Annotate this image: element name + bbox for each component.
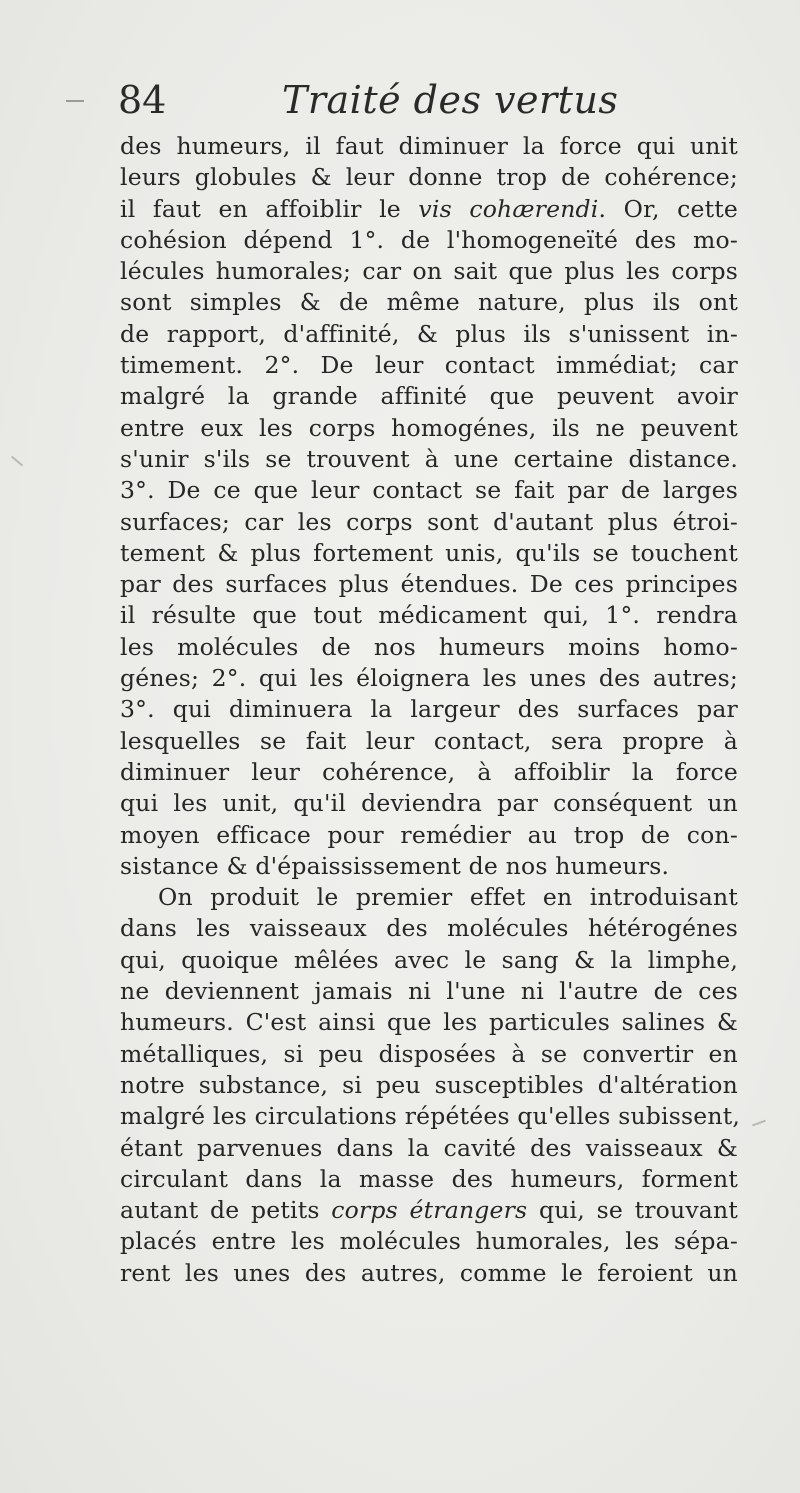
text-line: cohésion dépend 1°. de l'homogeneïté des mo- — [120, 225, 738, 254]
text-line: rent les unes des autres, comme le feroient un — [120, 1258, 738, 1287]
text-line: lesquelles se fait leur contact, sera propre à — [120, 726, 738, 755]
text-line: malgré la grande affinité que peuvent avoir — [120, 382, 738, 411]
text-line: malgré les circulations répétées qu'elles subissent, — [120, 1102, 741, 1131]
text-line: entre eux les corps homogénes, ils ne peuvent — [120, 413, 738, 442]
text-line: ne deviennent jamais ni l'une ni l'autre de ces — [120, 977, 738, 1006]
body-text — [120, 131, 741, 1289]
text-line: sont simples & de même nature, plus ils ont — [120, 288, 738, 317]
text-line: qui, quoique mêlées avec le sang & la limphe, — [120, 945, 738, 974]
text-line: moyen efficace pour remédier au trop de con- — [120, 820, 738, 849]
text-line: génes; 2°. qui les éloignera les unes des autres; — [120, 664, 738, 693]
text-line: leurs globules & leur donne trop de cohérence; — [120, 163, 738, 192]
text-line: notre substance, si peu susceptibles d'altération — [120, 1070, 738, 1099]
text-line: il faut en affoiblir le vis cohærendi. Or, cette — [120, 194, 738, 223]
text-line: timement. 2°. De leur contact immédiat; car — [120, 351, 738, 380]
italic-phrase: corps étrangers — [331, 1196, 528, 1225]
margin-dash — [66, 100, 84, 102]
text-line: lécules humorales; car on sait que plus les corps — [120, 257, 738, 286]
text-line: par des surfaces plus étendues. De ces principes — [120, 570, 738, 599]
text-line: qui les unit, qu'il deviendra par conséquent un — [120, 789, 738, 818]
text-line: autant de petits corps étrangers qui, se trouvant — [120, 1196, 738, 1225]
italic-phrase: vis cohærendi — [418, 194, 599, 223]
margin-mark — [752, 1120, 766, 1127]
running-head — [60, 72, 760, 132]
text-line: humeurs. C'est ainsi que les particules salines & — [120, 1008, 738, 1037]
text-line: les molécules de nos humeurs moins homo- — [120, 632, 738, 661]
text-line: dans les vaisseaux des molécules hétérogénes — [120, 914, 738, 943]
text-line: s'unir s'ils se trouvent à une certaine distance. — [120, 444, 738, 473]
text-line: circulant dans la masse des humeurs, forment — [120, 1164, 738, 1193]
text-line: On produit le premier effet en introduisant — [158, 883, 738, 912]
text-line: diminuer leur cohérence, à affoiblir la force — [120, 757, 738, 786]
margin-mark — [11, 456, 23, 467]
text-line: surfaces; car les corps sont d'autant plus étroi- — [120, 507, 738, 536]
text-line: étant parvenues dans la cavité des vaisseaux & — [120, 1133, 738, 1162]
text-line: métalliques, si peu disposées à se convertir en — [120, 1039, 738, 1068]
text-line: il résulte que tout médicament qui, 1°. rendra — [120, 601, 738, 630]
text-line: des humeurs, il faut diminuer la force qui unit — [120, 132, 738, 160]
text-line: sistance & d'épaississement de nos humeurs. — [120, 851, 670, 880]
text-line: tement & plus fortement unis, qu'ils se touchent — [120, 538, 738, 567]
text-line: 3°. De ce que leur contact se fait par de larges — [120, 476, 738, 505]
page-number: 84 — [118, 78, 167, 122]
text-line: placés entre les molécules humorales, les sépa- — [120, 1227, 738, 1256]
text-line: 3°. qui diminuera la largeur des surfaces par — [120, 695, 738, 724]
running-title: Traité des vertus — [282, 78, 619, 122]
text-line: de rapport, d'affinité, & plus ils s'unissent in- — [120, 319, 738, 348]
